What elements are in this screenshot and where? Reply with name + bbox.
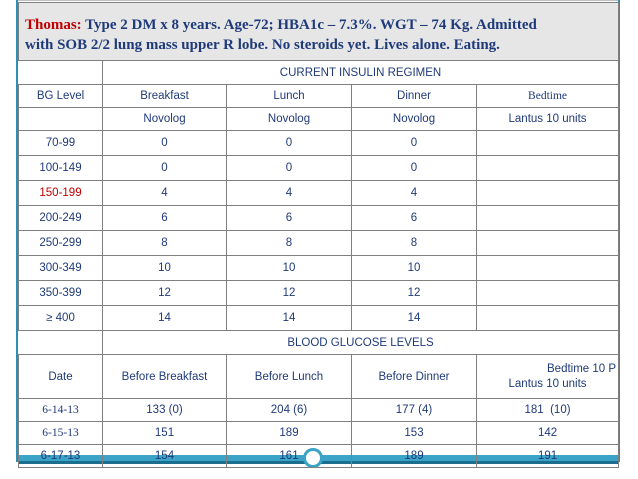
dose-lunch: 12 (227, 281, 352, 306)
dose-lunch: 0 (227, 131, 352, 156)
dose-lunch: 10 (227, 256, 352, 281)
regimen-row (19, 306, 619, 331)
col-bedtime-line1: Bedtime 10 P (547, 362, 617, 375)
dose-breakfast: 6 (103, 206, 227, 231)
dose-dinner: 12 (352, 281, 477, 306)
dose-bedtime (477, 181, 619, 206)
glucose-row (19, 422, 619, 445)
regimen-title: CURRENT INSULIN REGIMEN (103, 61, 619, 85)
dose-bedtime (477, 131, 619, 156)
regimen-row (19, 156, 619, 181)
frame-top-line (17, 0, 619, 1)
bg-level: 70-99 (19, 131, 103, 156)
bg-level-highlighted: 150-199 (19, 181, 103, 206)
col-dinner: Dinner (352, 85, 477, 108)
patient-name: Thomas: (25, 16, 82, 33)
reading-dinner: 177 (4) (352, 399, 477, 422)
bg-level: ≥ 400 (19, 306, 103, 331)
case-summary (19, 3, 619, 61)
dose-breakfast: 10 (103, 256, 227, 281)
reading-date: 6-17-13 (19, 445, 103, 468)
col-breakfast: Breakfast (103, 85, 227, 108)
dose-bedtime (477, 231, 619, 256)
dose-dinner: 0 (352, 131, 477, 156)
reading-dinner: 189 (352, 445, 477, 468)
regimen-row-highlighted (19, 181, 619, 206)
reading-bedtime: 191 (477, 445, 619, 468)
insulin-dinner: Novolog (352, 108, 477, 131)
reading-breakfast: 151 (103, 422, 227, 445)
reading-lunch: 204 (6) (227, 399, 352, 422)
dose-bedtime (477, 156, 619, 181)
regimen-header-row (19, 85, 619, 108)
dose-lunch: 0 (227, 156, 352, 181)
case-summary-row (19, 3, 619, 61)
dose-breakfast: 0 (103, 131, 227, 156)
col-before-dinner: Before Dinner (352, 355, 477, 399)
reading-date: 6-14-13 (19, 399, 103, 422)
insulin-type-row (19, 108, 619, 131)
glucose-title: BLOOD GLUCOSE LEVELS (103, 331, 619, 355)
col-before-breakfast: Before Breakfast (103, 355, 227, 399)
glucose-header-row (19, 355, 619, 399)
dose-dinner: 0 (352, 156, 477, 181)
regimen-title-spacer (19, 61, 103, 85)
dose-lunch: 8 (227, 231, 352, 256)
regimen-row (19, 231, 619, 256)
regimen-title-row (19, 61, 619, 85)
dose-dinner: 6 (352, 206, 477, 231)
insulin-table (18, 2, 619, 468)
glucose-title-spacer (19, 331, 103, 355)
reading-lunch: 189 (227, 422, 352, 445)
dose-dinner: 10 (352, 256, 477, 281)
dose-bedtime (477, 206, 619, 231)
reading-date: 6-15-13 (19, 422, 103, 445)
col-bedtime: Bedtime (477, 85, 619, 108)
regimen-row (19, 256, 619, 281)
reading-bedtime: 181 (10) (477, 399, 619, 422)
reading-breakfast: 133 (0) (103, 399, 227, 422)
insulin-breakfast: Novolog (103, 108, 227, 131)
dose-bedtime (477, 306, 619, 331)
bg-level: 350-399 (19, 281, 103, 306)
bg-level: 100-149 (19, 156, 103, 181)
insulin-type-empty (19, 108, 103, 131)
regimen-row (19, 131, 619, 156)
insulin-bedtime: Lantus 10 units (477, 108, 619, 131)
dose-bedtime (477, 256, 619, 281)
dose-bedtime (477, 281, 619, 306)
dose-breakfast: 14 (103, 306, 227, 331)
case-summary-line2: with SOB 2/2 lung mass upper R lobe. No steroids yet. Lives alone. Eating. (25, 36, 500, 53)
dose-breakfast: 8 (103, 231, 227, 256)
col-bg-level: BG Level (19, 85, 103, 108)
dose-lunch: 14 (227, 306, 352, 331)
dose-breakfast: 0 (103, 156, 227, 181)
dose-breakfast: 12 (103, 281, 227, 306)
reading-breakfast: 154 (103, 445, 227, 468)
case-summary-line1: Type 2 DM x 8 years. Age-72; HBA1c – 7.3%. WGT – 74 Kg. Admitted (81, 16, 537, 33)
bg-level: 300-349 (19, 256, 103, 281)
col-lunch: Lunch (227, 85, 352, 108)
col-bedtime-line2: Lantus 10 units (508, 377, 587, 390)
glucose-row (19, 399, 619, 422)
glucose-title-row (19, 331, 619, 355)
bg-level: 250-299 (19, 231, 103, 256)
col-bedtime-lantus (477, 355, 619, 399)
col-date: Date (19, 355, 103, 399)
insulin-lunch: Novolog (227, 108, 352, 131)
regimen-row (19, 281, 619, 306)
reading-dinner: 153 (352, 422, 477, 445)
dose-dinner: 8 (352, 231, 477, 256)
dose-dinner: 14 (352, 306, 477, 331)
dose-lunch: 6 (227, 206, 352, 231)
dose-breakfast: 4 (103, 181, 227, 206)
reading-bedtime: 142 (477, 422, 619, 445)
reading-lunch: 161 (227, 445, 352, 468)
col-before-lunch: Before Lunch (227, 355, 352, 399)
bg-level: 200-249 (19, 206, 103, 231)
dose-dinner: 4 (352, 181, 477, 206)
glucose-row (19, 445, 619, 468)
dose-lunch: 4 (227, 181, 352, 206)
regimen-row (19, 206, 619, 231)
